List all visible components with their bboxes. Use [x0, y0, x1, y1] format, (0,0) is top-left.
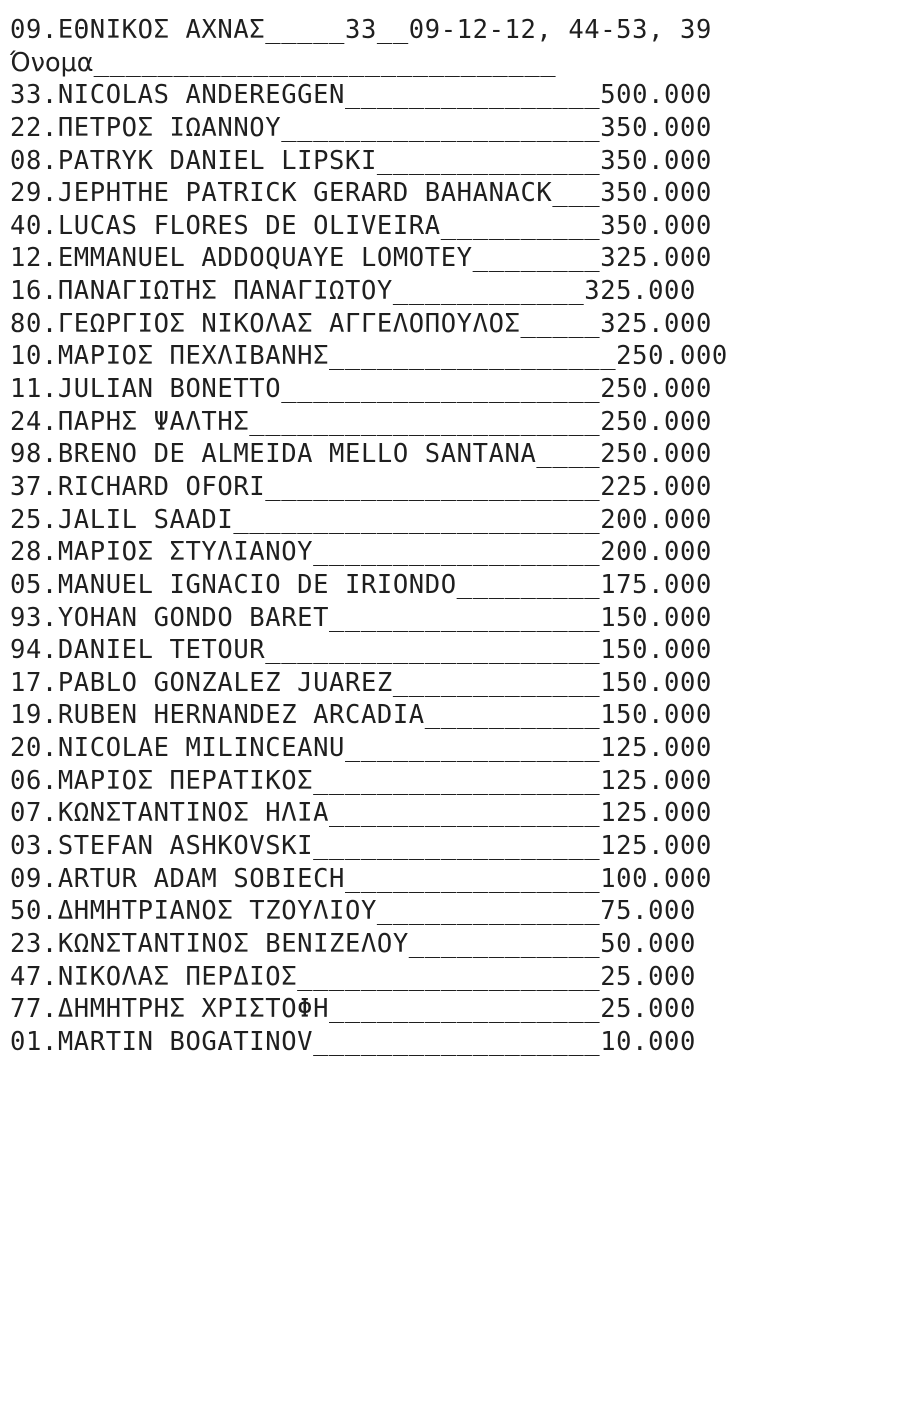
player-row: 28.ΜΑΡΙΟΣ ΣΤΥΛΙΑΝΟΥ__________________200.000	[10, 537, 712, 568]
player-row: 07.ΚΩΝΣΤΑΝΤΙΝΟΣ ΗΛΙΑ_________________125.000	[10, 798, 712, 829]
player-row: 19.RUBEN HERNANDEZ ARCADIA___________150.000	[10, 700, 712, 731]
team-header: 09.ΕΘΝΙΚΟΣ ΑΧΝΑΣ_____33__09-12-12, 44-53, 39	[10, 15, 712, 45]
player-list	[10, 79, 895, 1058]
player-row: 80.ΓΕΩΡΓΙΟΣ ΝΙΚΟΛΑΣ ΑΓΓΕΛΟΠΟΥΛΟΣ_____325.000	[10, 308, 712, 339]
player-row: 25.JALIL SAADI_______________________200.000	[10, 504, 712, 535]
player-row: 23.ΚΩΝΣΤΑΝΤΙΝΟΣ ΒΕΝΙΖΕΛΟΥ____________50.000	[10, 928, 696, 959]
player-row: 06.ΜΑΡΙΟΣ ΠΕΡΑΤΙΚΟΣ__________________125.000	[10, 765, 712, 796]
column-header	[10, 47, 895, 80]
roster-document	[10, 14, 895, 1059]
player-row: 17.PABLO GONZALEZ JUAREZ_____________150.000	[10, 667, 712, 698]
player-row: 16.ΠΑΝΑΓΙΩΤΗΣ ΠΑΝΑΓΙΩΤΟΥ____________325.000	[10, 276, 696, 307]
player-row: 40.LUCAS FLORES DE OLIVEIRA__________350.000	[10, 210, 712, 241]
player-row: 22.ΠΕΤΡΟΣ ΙΩΑΝΝΟΥ____________________350.000	[10, 112, 712, 143]
player-row: 50.ΔΗΜΗΤΡΙΑΝΟΣ ΤΖΟΥΛΙΟΥ______________75.000	[10, 896, 696, 927]
player-row: 20.NICOLAE MILINCEANU________________125.000	[10, 733, 712, 764]
player-row: 29.JEPHTHE PATRICK GERARD BAHANACK___350.000	[10, 178, 712, 209]
player-row: 11.JULIAN BONETTO____________________250.000	[10, 374, 712, 405]
player-row: 08.PATRYK DANIEL LIPSKI______________350.000	[10, 145, 712, 176]
player-row: 37.RICHARD OFORI_____________________225.000	[10, 471, 712, 502]
player-row: 24.ΠΑΡΗΣ ΨΑΛΤΗΣ______________________250.000	[10, 406, 712, 437]
player-row: 05.MANUEL IGNACIO DE IRIONDO_________175.000	[10, 569, 712, 600]
player-row: 77.ΔΗΜΗΤΡΗΣ ΧΡΙΣΤΟΦΗ_________________25.000	[10, 994, 696, 1025]
player-row: 01.MARTIN BOGATINOV__________________10.000	[10, 1026, 696, 1057]
player-row: 12.EMMANUEL ADDOQUAYE LOMOTEY________325.000	[10, 243, 712, 274]
player-row: 47.ΝΙΚΟΛΑΣ ΠΕΡΔΙΟΣ___________________25.000	[10, 961, 696, 992]
player-row: 98.BRENO DE ALMEIDA MELLO SANTANA____250.000	[10, 439, 712, 470]
player-row: 03.STEFAN ASHKOVSKI__________________125.000	[10, 831, 712, 862]
name-column-fill: _____________________________	[93, 47, 557, 78]
player-row: 93.YOHAN GONDO BARET_________________150.000	[10, 602, 712, 633]
player-row: 09.ARTUR ADAM SOBIECH________________100.000	[10, 863, 712, 894]
player-row: 94.DANIEL TETOUR_____________________150.000	[10, 635, 712, 666]
player-row: 10.ΜΑΡΙΟΣ ΠΕΧΛΙΒΑΝΗΣ__________________250.000	[10, 341, 728, 372]
player-row: 33.NICOLAS ANDEREGGEN________________500.000	[10, 80, 712, 111]
name-column-label: Όνομα	[10, 47, 94, 78]
